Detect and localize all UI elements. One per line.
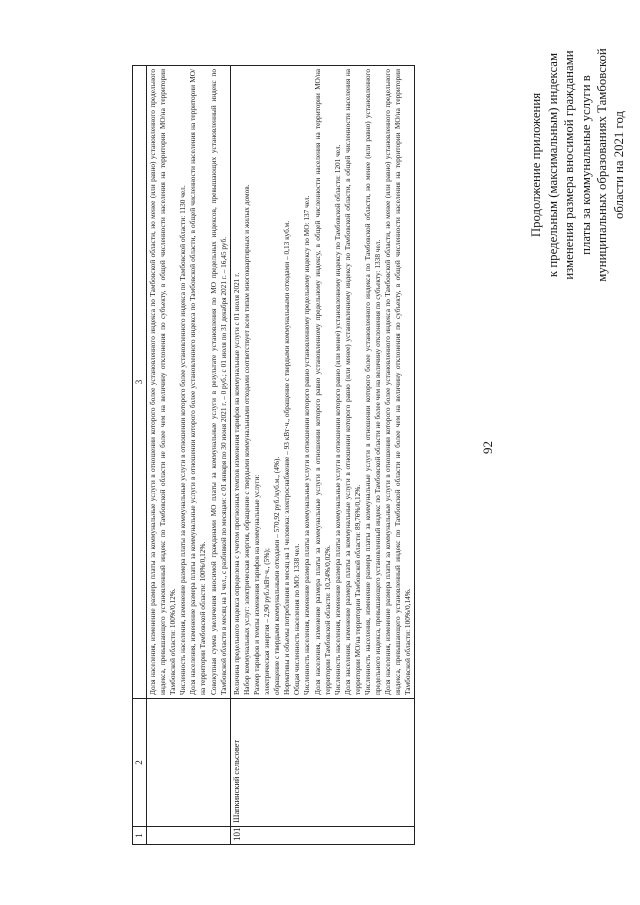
paragraph: Численность населения, изменение размера платы за коммунальные услуги в отношении которого равно (или менее) установленному индексу по Тамбовской области: 1201 чел. — [332, 144, 342, 695]
rotated-page — [10, 0, 630, 895]
appendix-heading — [528, 25, 627, 305]
paragraph: Совокупная сумма увеличения вносимой гражданами МО платы за коммунальные услуги в результате установления по МО предельных индексов, превышающих установленный индекс по Тамбовской области в месяц на 1 чел., с разбивкой по месяцам: с 01 января по 30 июня 2021 г. – 0 руб.; с 01 июля по 31 декабря 2021 г. – 16,45 руб. — [208, 69, 228, 695]
paragraph: Набор коммунальных услуг: электрическая энергия, обращение с твердыми коммунальными отходами соответствует всем типам многоквартирных и жилых домов. — [241, 184, 251, 695]
table-header-row — [133, 66, 147, 845]
paragraph: Доля населения, изменение размера платы за коммунальные услуги в отношении которого более установленного индекса по Тамбовской области, в общей численности населения на территории МО/на территории Тамбовской области: 100%/0,12%. — [188, 69, 208, 695]
table-row — [230, 66, 415, 845]
page-number: 92 — [480, 441, 495, 454]
row-number: 101 — [230, 827, 415, 845]
appendix-line: к предельным (максимальным) индексам — [545, 52, 560, 278]
header-cell-1: 1 — [133, 827, 147, 845]
municipality-name: Шапкинский сельсовет — [230, 699, 415, 827]
appendix-line: области на 2021 год — [611, 111, 626, 219]
paragraph: Доля населения, изменение размера платы за коммунальные услуги в отношении которого равно установленному предельному индексу, в общей численности населения на территории МО/на территории Тамбовской области: 10,24%/0,02%. — [312, 69, 332, 695]
paragraph: Доля населения, изменение размера платы за коммунальные услуги в отношении которого более установленного индекса по Тамбовской области, но менее (или равно) установленного предельного индекса, превышающего установленный индекс по Тамбовской области не более чем на величину отклонения по субъекту, в общей численности населения на территории МО/на территории Тамбовской области: 100%/0,14%. — [383, 69, 413, 695]
paragraph: Численность населения, изменение размера платы за коммунальные услуги в отношении которого равно установленному предельному индексу по МО: 137 чел. — [302, 195, 312, 695]
cell-empty — [147, 699, 231, 827]
paragraph: Доля населения, изменение размера платы за коммунальные услуги в отношении которого равно (или менее) установленному индексу по Тамбовской области, в общей численности населения на территории МО/на территории Тамбовской области: 89,76%/0,12%. — [342, 69, 362, 695]
appendix-line: Продолжение приложения — [529, 92, 543, 238]
header-cell-3: 3 — [133, 66, 147, 699]
paragraph: обращение с твердыми коммунальными отходами – 570,92 руб./куб.м., (4%). — [272, 456, 282, 695]
paragraph: Численность населения, изменение размера платы за коммунальные услуги в отношении которого более установленного индекса по Тамбовской области: 1130 чел. — [178, 185, 188, 695]
appendix-line: платы за коммунальные услуги в — [578, 75, 593, 255]
paragraph: Нормативы и объемы потребления в месяц на 1 человека: электроснабжение – 93 кВт·ч., обращение с твердыми коммунальными отходами – 0,13 куб.м. — [282, 220, 292, 695]
paragraph: электрическая энергия – 2,90 руб./кВт·ч., (5%); — [262, 548, 272, 695]
appendix-line: муниципальных образованиях Тамбовской — [595, 48, 609, 282]
cell-empty — [147, 827, 231, 845]
paragraph: Размер тарифов и темпы изменения тарифов на коммунальные услуги: — [251, 474, 261, 695]
paragraph: Общая численность населения по МО: 1338 чел. — [292, 543, 302, 695]
header-cell-2: 2 — [133, 699, 147, 827]
paragraph: Численность населения, изменение размера платы за коммунальные услуги в отношении которого более установленного индекса по Тамбовской области, но менее (или равно) установленного предельного индекса, превышающего установленный индекс по Тамбовской области не более чем на величину отклонения по субъекту: 1338 чел. — [362, 69, 383, 695]
row-description — [230, 66, 415, 699]
indices-table — [132, 65, 415, 845]
cell-continuation-text — [147, 66, 231, 699]
table-row-continuation — [147, 66, 231, 845]
appendix-line: изменения размера вносимой гражданами — [562, 50, 576, 280]
paragraph: Доля населения, изменение размера платы за коммунальные услуги в отношении которого более установленного индекса по Тамбовской области, но менее (или равно) установленного предельного индекса, превышающего установленный индекс по Тамбовской области не более чем на величину отклонения по субъекту, в общей численности населения на территории МО/на территории Тамбовской области: 100%/0,12%. — [148, 69, 178, 695]
paragraph: Величина предельного индекса определена с учетом прогнозных темпов изменения тарифов на коммунальные услуги с 01 июля 2021 г. — [231, 272, 241, 695]
